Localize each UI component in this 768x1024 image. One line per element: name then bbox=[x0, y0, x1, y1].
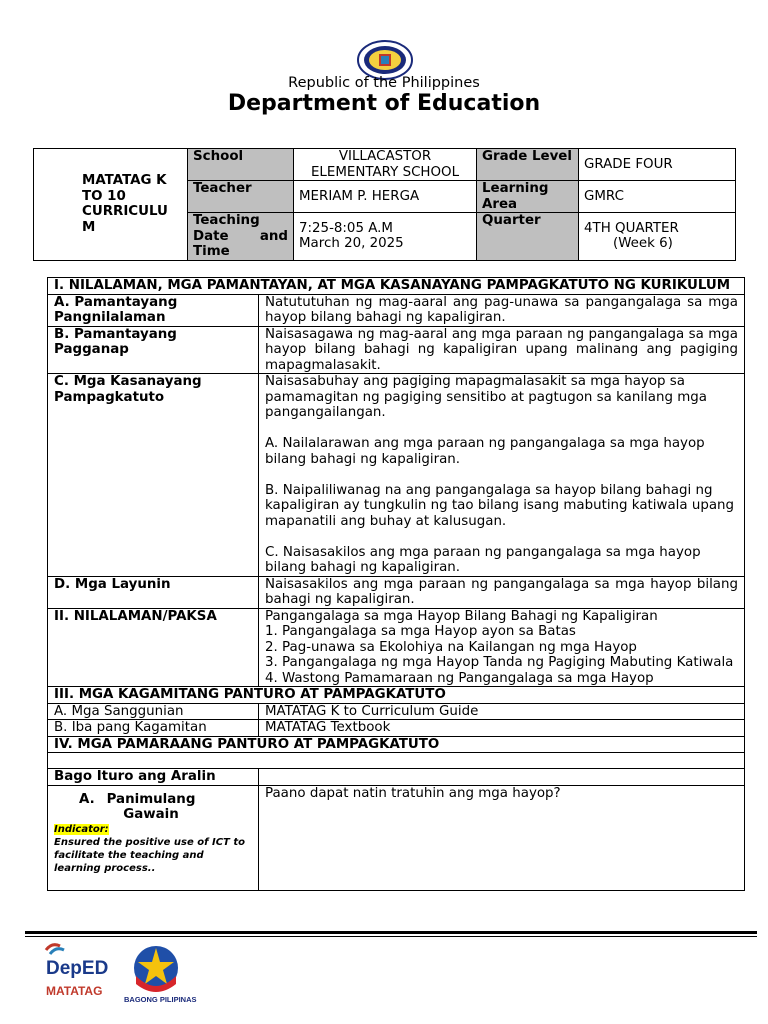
performance-standard-text: Naisasagawa ng mag-aaral ang mga paraan ng pangangalaga sa mga hayop bilang bahagi ng kapaligiran upang malinang ang pagiging mapagmalasakit. bbox=[259, 326, 745, 374]
competency-b: B. Naipaliliwanag na ang pangangalaga sa hayop bilang bahagi ng kapaligiran ay tungkulin ng tao bilang isang mabuting katiwala upang mapanatili ang buhay at kalusugan. bbox=[265, 482, 735, 529]
grade-level-label: Grade Level bbox=[477, 149, 579, 181]
topic-item: 1. Pangangalaga sa mga Hayop ayon sa Batas bbox=[265, 624, 576, 639]
footer-divider bbox=[25, 931, 757, 934]
content-topic-cell bbox=[259, 608, 745, 687]
references-label: A. Mga Sanggunian bbox=[48, 703, 259, 720]
learning-area-label: Learning Area bbox=[477, 181, 579, 213]
department-title: Department of Education bbox=[227, 91, 541, 116]
learning-competencies-label: C. Mga Kasanayang Pampagkatuto bbox=[48, 374, 259, 577]
quarter-value bbox=[579, 213, 736, 261]
topic-item: 4. Wastong Pamamaraan ng Pangangalaga sa mga Hayop bbox=[265, 670, 654, 686]
references-value: MATATAG K to Curriculum Guide bbox=[259, 703, 745, 720]
teacher-value: MERIAM P. HERGA bbox=[294, 181, 477, 213]
quarter-name: 4TH QUARTER bbox=[584, 220, 679, 236]
before-lesson-value bbox=[259, 769, 745, 786]
section-1-title: I. NILALAMAN, MGA PAMANTAYAN, AT MGA KASANAYANG PAMPAGKATUTO NG KURIKULUM bbox=[48, 278, 745, 295]
teaching-date: March 20, 2025 bbox=[299, 236, 404, 252]
competency-a: A. Nailalarawan ang mga paraan ng pangangalaga sa mga hayop bilang bahagi ng kapaligiran. bbox=[265, 436, 705, 467]
competency-main: Naisasabuhay ang pagiging mapagmalasakit sa mga hayop sa pamamagitan ng pagiging sensitibo at pagtugon sa kanilang mga pangangailangan. bbox=[265, 374, 707, 420]
learning-competencies-cell bbox=[259, 374, 745, 577]
header-info-table bbox=[33, 148, 736, 261]
quarter-week: (Week 6) bbox=[613, 236, 673, 252]
before-lesson-label: Bago Ituro ang Aralin bbox=[48, 769, 259, 786]
teaching-date-value bbox=[294, 213, 477, 261]
lesson-plan-table bbox=[47, 277, 745, 891]
republic-text: Republic of the Philippines bbox=[288, 75, 480, 91]
quarter-label: Quarter bbox=[477, 213, 579, 261]
curriculum-label: MATATAG K TO 10 CURRICULU M bbox=[34, 149, 188, 261]
bagong-pilipinas-logo bbox=[124, 946, 197, 1004]
objectives-label: D. Mga Layunin bbox=[48, 576, 259, 608]
footer-logos bbox=[44, 940, 204, 1006]
section-3-title: III. MGA KAGAMITANG PANTURO AT PAMPAGKATUTO bbox=[48, 687, 745, 704]
teacher-label: Teacher bbox=[188, 181, 294, 213]
preliminary-activity-label: A. Panimulang Gawain bbox=[79, 791, 196, 822]
teaching-date-label: Teaching Date and Time bbox=[188, 213, 294, 261]
grade-level-value: GRADE FOUR bbox=[579, 149, 736, 181]
spacer-row bbox=[48, 753, 745, 769]
content-topic-label: II. NILALAMAN/PAKSA bbox=[48, 608, 259, 687]
deped-matatag-logo bbox=[46, 945, 108, 998]
indicator-text: Ensured the positive use of ICT to facilitate the teaching and learning process.. bbox=[54, 836, 245, 874]
teaching-time: 7:25-8:05 A.M bbox=[299, 220, 393, 236]
matatag-logo-text: MATATAG bbox=[46, 984, 103, 998]
topic-title: Pangangalaga sa mga Hayop Bilang Bahagi ng Kapaligiran bbox=[265, 608, 658, 624]
topic-item: 3. Pangangalaga ng mga Hayop Tanda ng Pagiging Mabuting Katiwala bbox=[265, 655, 734, 670]
deped-logo-text: DepED bbox=[46, 958, 109, 979]
content-standard-text: Natututuhan ng mag-aaral ang pag-unawa sa pangangalaga sa mga hayop bilang bahagi ng kapaligiran. bbox=[259, 294, 745, 326]
other-materials-label: B. Iba pang Kagamitan bbox=[48, 720, 259, 737]
competency-c: C. Naisasakilos ang mga paraan ng pangangalaga sa mga hayop bilang bahagi ng kapaligiran. bbox=[265, 544, 701, 575]
topic-item: 2. Pag-unawa sa Ekolohiya na Kailangan ng mga Hayop bbox=[265, 639, 637, 655]
school-value: VILLACASTOR ELEMENTARY SCHOOL bbox=[294, 149, 477, 181]
objectives-text: Naisasakilos ang mga paraan ng pangangalaga sa mga hayop bilang bahagi ng kapaligiran. bbox=[259, 576, 745, 608]
other-materials-value: MATATAG Textbook bbox=[259, 720, 745, 737]
learning-area-value: GMRC bbox=[579, 181, 736, 213]
preliminary-activity-text: Paano dapat natin tratuhin ang mga hayop? bbox=[259, 785, 745, 890]
deped-seal-logo bbox=[356, 40, 414, 80]
footer-divider-thin bbox=[25, 936, 757, 937]
content-standard-label: A. Pamantayang Pangnilalaman bbox=[48, 294, 259, 326]
section-4-title: IV. MGA PAMARAANG PANTURO AT PAMPAGKATUTO bbox=[48, 736, 745, 753]
performance-standard-label: B. Pamantayang Pagganap bbox=[48, 326, 259, 374]
preliminary-activity-cell bbox=[48, 785, 259, 890]
bagong-pilipinas-text: BAGONG PILIPINAS bbox=[124, 995, 197, 1004]
school-label: School bbox=[188, 149, 294, 181]
indicator-label: Indicator: bbox=[54, 823, 109, 835]
